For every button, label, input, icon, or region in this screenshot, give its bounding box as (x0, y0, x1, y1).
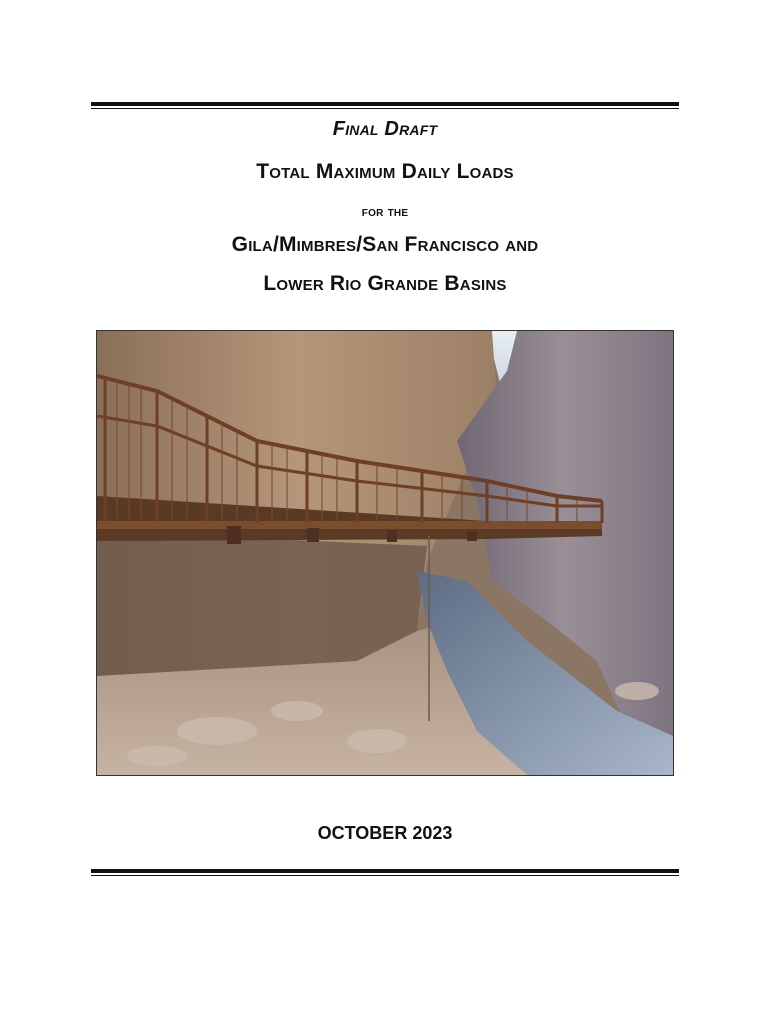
subtitle-line-2: Lower Rio Grande Basins (263, 272, 507, 295)
status-label: Final Draft (332, 118, 438, 140)
publication-date: OCTOBER 2023 (317, 823, 453, 843)
top-double-rule (91, 102, 679, 109)
subtitle-line-1: Gila/Mimbres/San Francisco and (231, 233, 539, 256)
title-connector: for the (361, 203, 409, 219)
document-title: Total Maximum Daily Loads (256, 160, 514, 183)
bottom-double-rule (91, 869, 679, 876)
cover-photo (96, 330, 674, 776)
